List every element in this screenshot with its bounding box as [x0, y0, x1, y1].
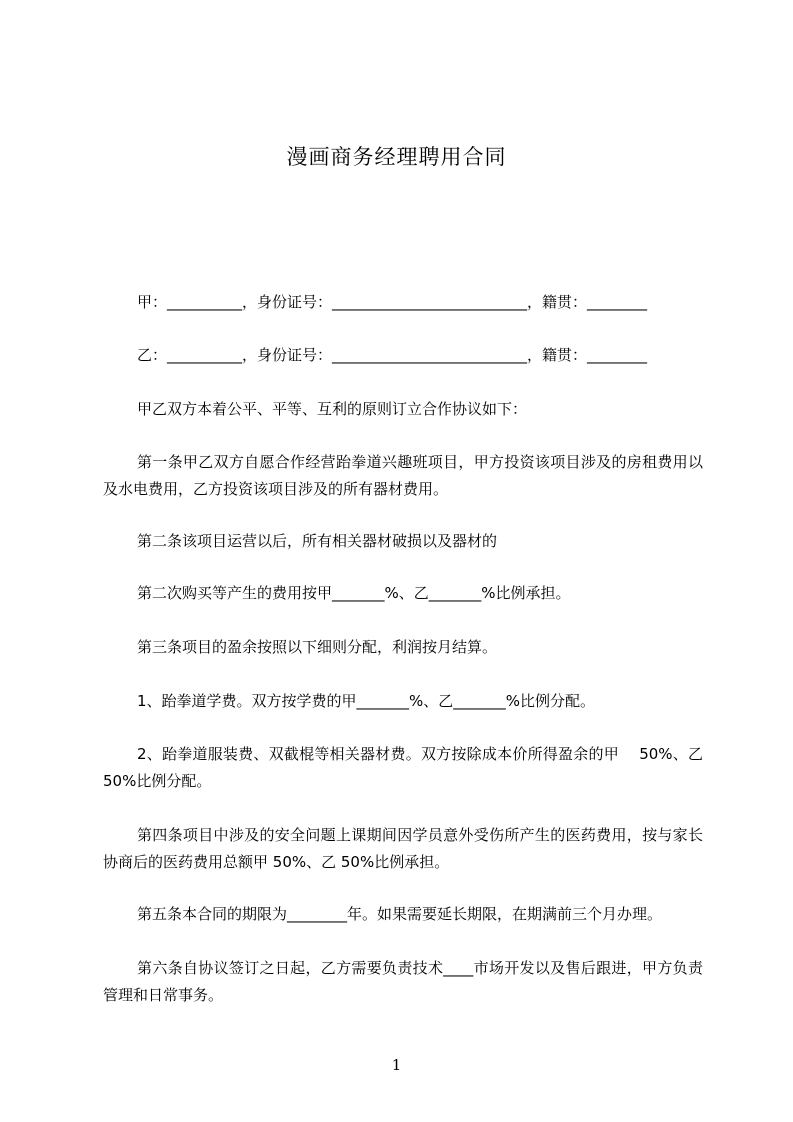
- page-number: 1: [391, 1056, 402, 1074]
- item-1-paragraph: 1、跆拳道学费。双方按学费的甲_______%、乙_______%比例分配。: [137, 692, 596, 710]
- intro-paragraph: 甲乙双方本着公平、平等、互利的原则订立合作协议如下：: [137, 400, 528, 418]
- party-b-line: 乙：__________，身份证号：__________________________，籍贯：________: [137, 346, 648, 364]
- document-title: 漫画商务经理聘用合同: [286, 145, 507, 169]
- article-5-paragraph: 第五条本合同的期限为________年。如果需要延长期限，在期满前三个月办理。: [137, 905, 663, 923]
- item-2-paragraph: 2、跆拳道服装费、双截棍等相关器材费。双方按除成本价所得盈余的甲 50%、乙50%比例分配。: [103, 745, 703, 790]
- article-4-paragraph: 第四条项目中涉及的安全问题上课期间因学员意外受伤所产生的医药费用，按与家长协商后的医药费用总额甲 50%、乙 50%比例承担。: [103, 826, 703, 871]
- article-2-line-2: 第二次购买等产生的费用按甲_______%、乙_______%比例承担。: [137, 584, 571, 602]
- article-3-paragraph: 第三条项目的盈余按照以下细则分配，利润按月结算。: [137, 638, 498, 656]
- article-1-paragraph: 第一条甲乙双方自愿合作经营跆拳道兴趣班项目，甲方投资该项目涉及的房租费用以及水电费用，乙方投资该项目涉及的所有器材费用。: [103, 453, 703, 498]
- party-a-line: 甲：__________，身份证号：__________________________，籍贯：________: [137, 293, 648, 311]
- article-2-line-1: 第二条该项目运营以后，所有相关器材破损以及器材的: [137, 532, 498, 550]
- article-6-paragraph: 第六条自协议签订之日起，乙方需要负责技术____市场开发以及售后跟进，甲方负责管理和日常事务。: [103, 959, 703, 1004]
